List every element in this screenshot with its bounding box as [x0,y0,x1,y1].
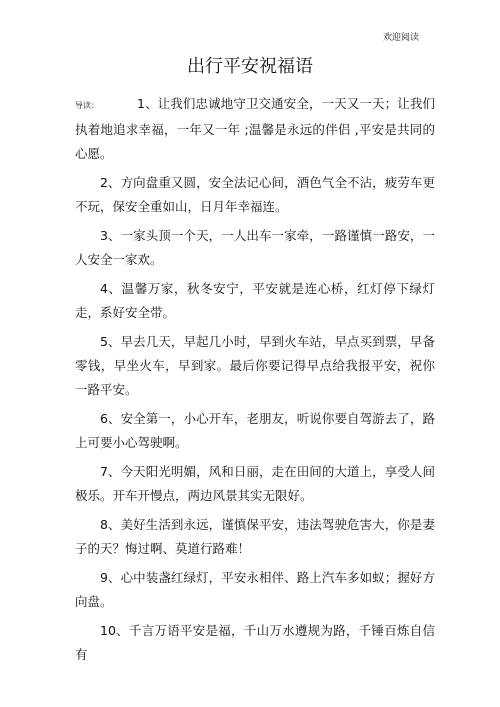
paragraph-6: 6、安全第一，小心开车，老朋友，听说你要自驾游去了，路上可要小心驾驶啊。 [75,411,435,450]
paragraph-10: 10、千言万语平安是福，千山万水遵规为路，千锤百炼自信有 [75,623,435,662]
paragraph-4: 4、温馨万家，秋冬安宁，平安就是连心桥，红灯停下绿灯走，系好安全带。 [75,281,435,320]
lead-label: 导读： [75,101,99,110]
paragraph-9: 9、心中装盏红绿灯，平安永相伴、路上汽车多如蚁；握好方向盘。 [75,570,435,609]
paragraph-3: 3、一家头顶一个天，一人出车一家牵，一路谨慎一路安，一人安全一家欢。 [75,228,435,267]
paragraph-8: 8、美好生活到永远，谨慎保平安，违法驾驶危害大，你是妻子的天？悔过啊、莫道行路难！ [75,517,435,556]
paragraph-7: 7、今天阳光明媚，风和日丽，走在田间的大道上，享受人间极乐。开车开慢点，两边风景其实无限好。 [75,464,435,503]
document-body [75,92,435,672]
header-note: 欢迎阅读 [382,33,419,43]
page-title: 出行平安祝福语 [187,56,313,77]
paragraph-1 [75,92,435,166]
paragraph-5: 5、早去几天，早起几小时，早到火车站，早点买到票，早备零钱，早坐火车，早到家。最后你要记得早点给我报平安，祝你一路平安。 [75,334,435,397]
paragraph-text: 1、让我们忠诚地守卫交通安全，一天又一天；让我们执着地追求幸福，一年又一年 ;温馨是永远的伴侣 ,平安是共同的心愿。 [75,96,435,161]
paragraph-2: 2、方向盘重又圆，安全法记心间，酒色气全不沾，疲劳车更不玩，保安全重如山，日月年幸福连。 [75,175,435,214]
